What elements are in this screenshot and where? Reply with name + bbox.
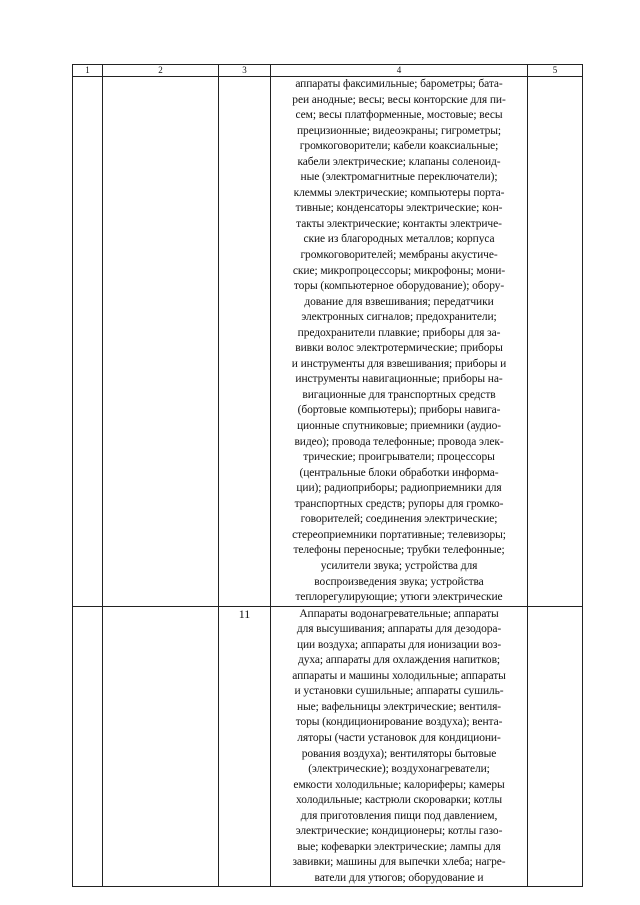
goods-line: стереоприемники портативные; телевизоры;: [292, 528, 506, 541]
goods-line: вивки волос электротермические; приборы: [295, 342, 503, 355]
goods-line: транспортных средств; рупоры для громко-: [294, 497, 504, 510]
goods-line: завивки; машины для выпечки хлеба; нагре-: [292, 856, 506, 869]
table-row: [73, 606, 583, 887]
goods-line: и инструменты для взвешивания; приборы и: [291, 357, 507, 370]
class-number-cell: 11: [219, 606, 271, 887]
goods-line: усилители звука; устройства для: [320, 559, 478, 572]
goods-line: такты электрические; контакты электриче-: [296, 217, 502, 230]
goods-line: ции); радиоприборы; радиоприемники для: [296, 482, 502, 495]
goods-line: реи анодные; весы; весы конторские для пи-: [292, 93, 506, 106]
goods-line: емкости холодильные; калориферы; камеры: [293, 778, 505, 791]
goods-line: дование для взвешивания; передатчики: [304, 295, 494, 308]
registration-table: [72, 64, 583, 887]
goods-line: ные; вафельницы электрические; вентиля-: [296, 700, 502, 713]
goods-line: клеммы электрические; компьютеры порта-: [293, 186, 505, 199]
goods-line: кабели электрические; клапаны соленоид-: [297, 155, 501, 168]
goods-line: телефоны переносные; трубки телефонные;: [293, 544, 505, 557]
column-number-4: 4: [271, 65, 528, 77]
goods-line: электронных сигналов; предохранители;: [301, 311, 497, 324]
goods-line: говорителей; соединения электрические;: [300, 513, 498, 526]
cell-col5: [528, 77, 583, 607]
goods-line: ские из благородных металлов; корпуса: [303, 233, 495, 246]
goods-line: холодильные; кастрюли скороварки; котлы: [296, 794, 502, 807]
goods-line: ские; микропроцессоры; микрофоны; мони-: [292, 264, 506, 277]
goods-line: ляторы (части установок для кондициони-: [297, 731, 501, 744]
cell-col2: [103, 77, 219, 607]
goods-line: духа; аппараты для охлаждения напитков;: [297, 654, 501, 667]
goods-line: для высушивания; аппараты для дезодора-: [296, 623, 502, 636]
goods-line: для приготовления пищи под давлением,: [300, 809, 498, 822]
goods-line: и установки сушильные; аппараты сушиль-: [294, 685, 504, 698]
goods-line: ватели для утюгов; оборудование и: [314, 871, 484, 884]
goods-line: трические; проигрыватели; процессоры: [303, 451, 495, 464]
goods-line: вые; кофеварки электрические; лампы для: [297, 840, 501, 853]
column-number-1: 1: [73, 65, 103, 77]
column-number-row: [73, 65, 583, 77]
column-number-2: 2: [103, 65, 219, 77]
goods-line: электрические; кондиционеры; котлы газо-: [295, 825, 503, 838]
goods-line: (электрические); воздухонагреватели;: [308, 763, 490, 776]
column-number-3: 3: [219, 65, 271, 77]
goods-line: (бортовые компьютеры); приборы навига-: [297, 404, 501, 417]
goods-line: рования воздуха); вентиляторы бытовые: [301, 747, 497, 760]
goods-line: сем; весы платформенные, мостовые; весы: [295, 109, 503, 122]
goods-line: Аппараты водонагревательные; аппараты: [299, 607, 499, 620]
goods-line: видео); провода телефонные; провода элек-: [294, 435, 504, 448]
goods-line: ции воздуха; аппараты для ионизации воз-: [296, 638, 502, 651]
goods-line: вигационные для транспортных средств: [302, 388, 496, 401]
goods-line: торы (кондиционирование воздуха); вента-: [295, 716, 503, 729]
goods-line: аппараты факсимильные; барометры; бата-: [295, 78, 503, 90]
goods-line: инструменты навигационные; приборы на-: [295, 373, 503, 386]
goods-line: аппараты и машины холодильные; аппараты: [292, 669, 506, 682]
goods-line: теплорегулирующие; утюги электрические: [295, 591, 503, 604]
column-number-5: 5: [528, 65, 583, 77]
cell-col1: [73, 606, 103, 887]
goods-list-cell: [271, 77, 528, 607]
table-row: [73, 77, 583, 607]
goods-line: (центральные блоки обработки информа-: [299, 466, 499, 479]
cell-col5: [528, 606, 583, 887]
goods-line: тивные; конденсаторы электрические; кон-: [295, 202, 503, 215]
goods-line: громкоговорители; кабели коаксиальные;: [299, 140, 499, 153]
cell-col1: [73, 77, 103, 607]
goods-list-cell: [271, 606, 528, 887]
cell-col2: [103, 606, 219, 887]
goods-line: ционные спутниковые; приемники (аудио-: [296, 420, 502, 433]
goods-line: воспроизведения звука; устройства: [314, 575, 484, 588]
goods-line: ные (электромагнитные переключатели);: [300, 171, 498, 184]
goods-line: предохранители плавкие; приборы для за-: [297, 326, 501, 339]
goods-line: прецизионные; видеоэкраны; гигрометры;: [296, 124, 502, 137]
class-number-cell: [219, 77, 271, 607]
goods-line: громкоговорителей; мембраны акустиче-: [300, 249, 498, 262]
goods-line: торы (компьютерное оборудование); обору-: [293, 280, 505, 293]
